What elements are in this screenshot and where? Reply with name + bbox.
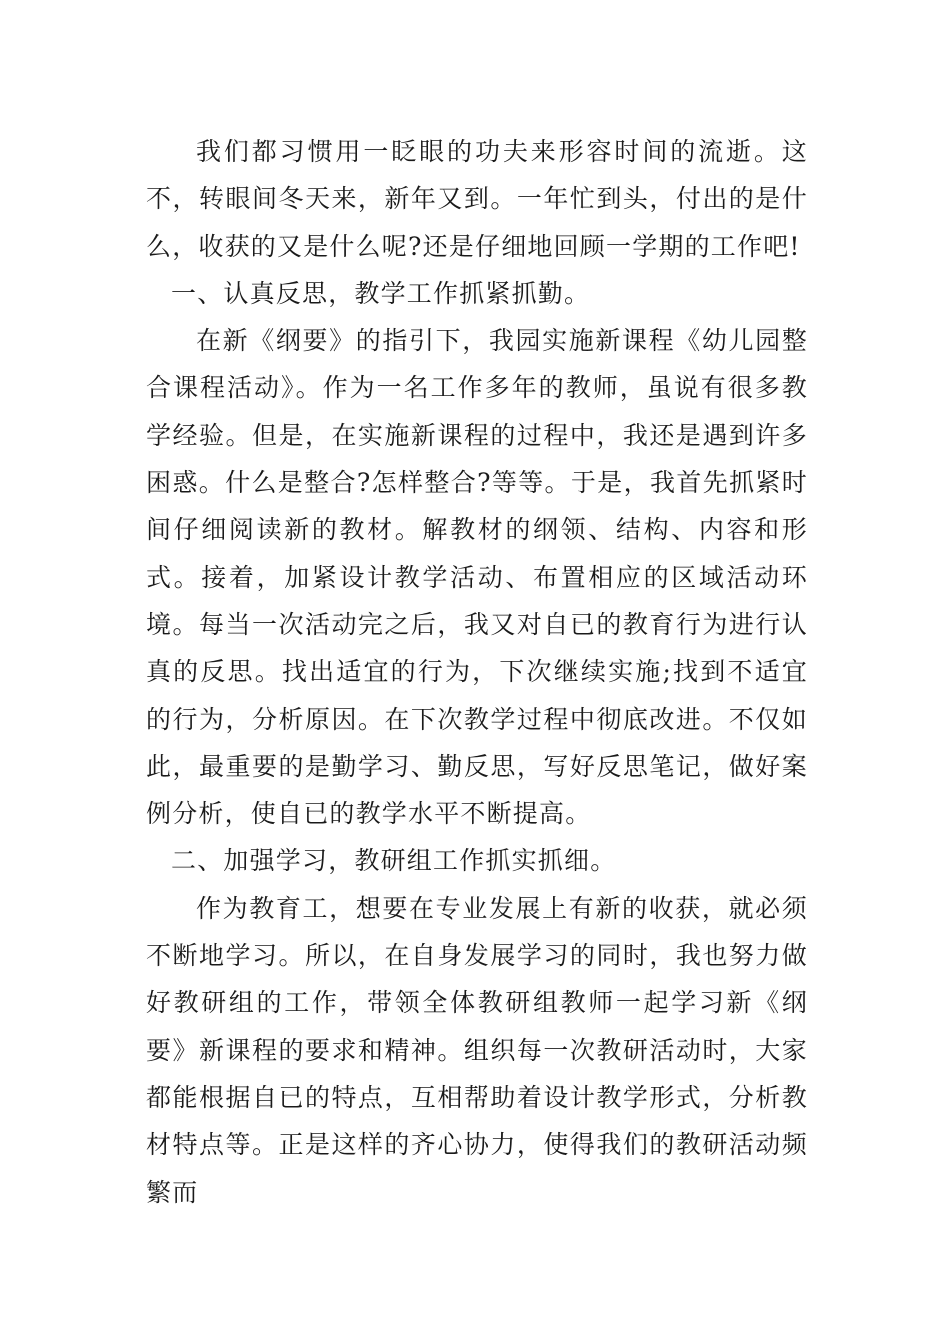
section-1-paragraph: 在新《纲要》的指引下，我园实施新课程《幼儿园整合课程活动》。作为一名工作多年的教师，虽说有很多教学经验。但是，在实施新课程的过程中，我还是遇到许多困惑。什么是整合?怎样整合?等等。于是，我首先抓紧时间仔细阅读新的教材。解教材的纲领、结构、内容和形式。接着，加紧设计教学活动、布置相应的区域活动环境。每当一次活动完之后，我又对自已的教育行为进行认真的反思。找出适宜的行为，下次继续实施;找到不适宜的行为，分析原因。在下次教学过程中彻底改进。不仅如此，最重要的是勤学习、勤反思，写好反思笔记，做好案例分析，使自已的教学水平不断提高。 — [146, 326, 808, 829]
section-heading-1: 一、认真反思，教学工作抓紧抓勤。 — [171, 278, 591, 308]
intro-paragraph: 我们都习惯用一眨眼的功夫来形容时间的流逝。这不，转眼间冬天来，新年又到。一年忙到头，付出的是什么，收获的又是什么呢?还是仔细地回顾一学期的工作吧! — [146, 137, 808, 261]
section-2-paragraph: 作为教育工，想要在专业发展上有新的收获，就必须不断地学习。所以，在自身发展学习的同时，我也努力做好教研组的工作，带领全体教研组教师一起学习新《纲要》新课程的要求和精神。组织每一次教研活动时，大家都能根据自已的特点，互相帮助着设计教学形式，分析教材特点等。正是这样的齐心协力，使得我们的教研活动频繁而 — [146, 893, 808, 1207]
section-heading-2: 二、加强学习，教研组工作抓实抓细。 — [171, 846, 617, 876]
document-body — [146, 128, 808, 1216]
